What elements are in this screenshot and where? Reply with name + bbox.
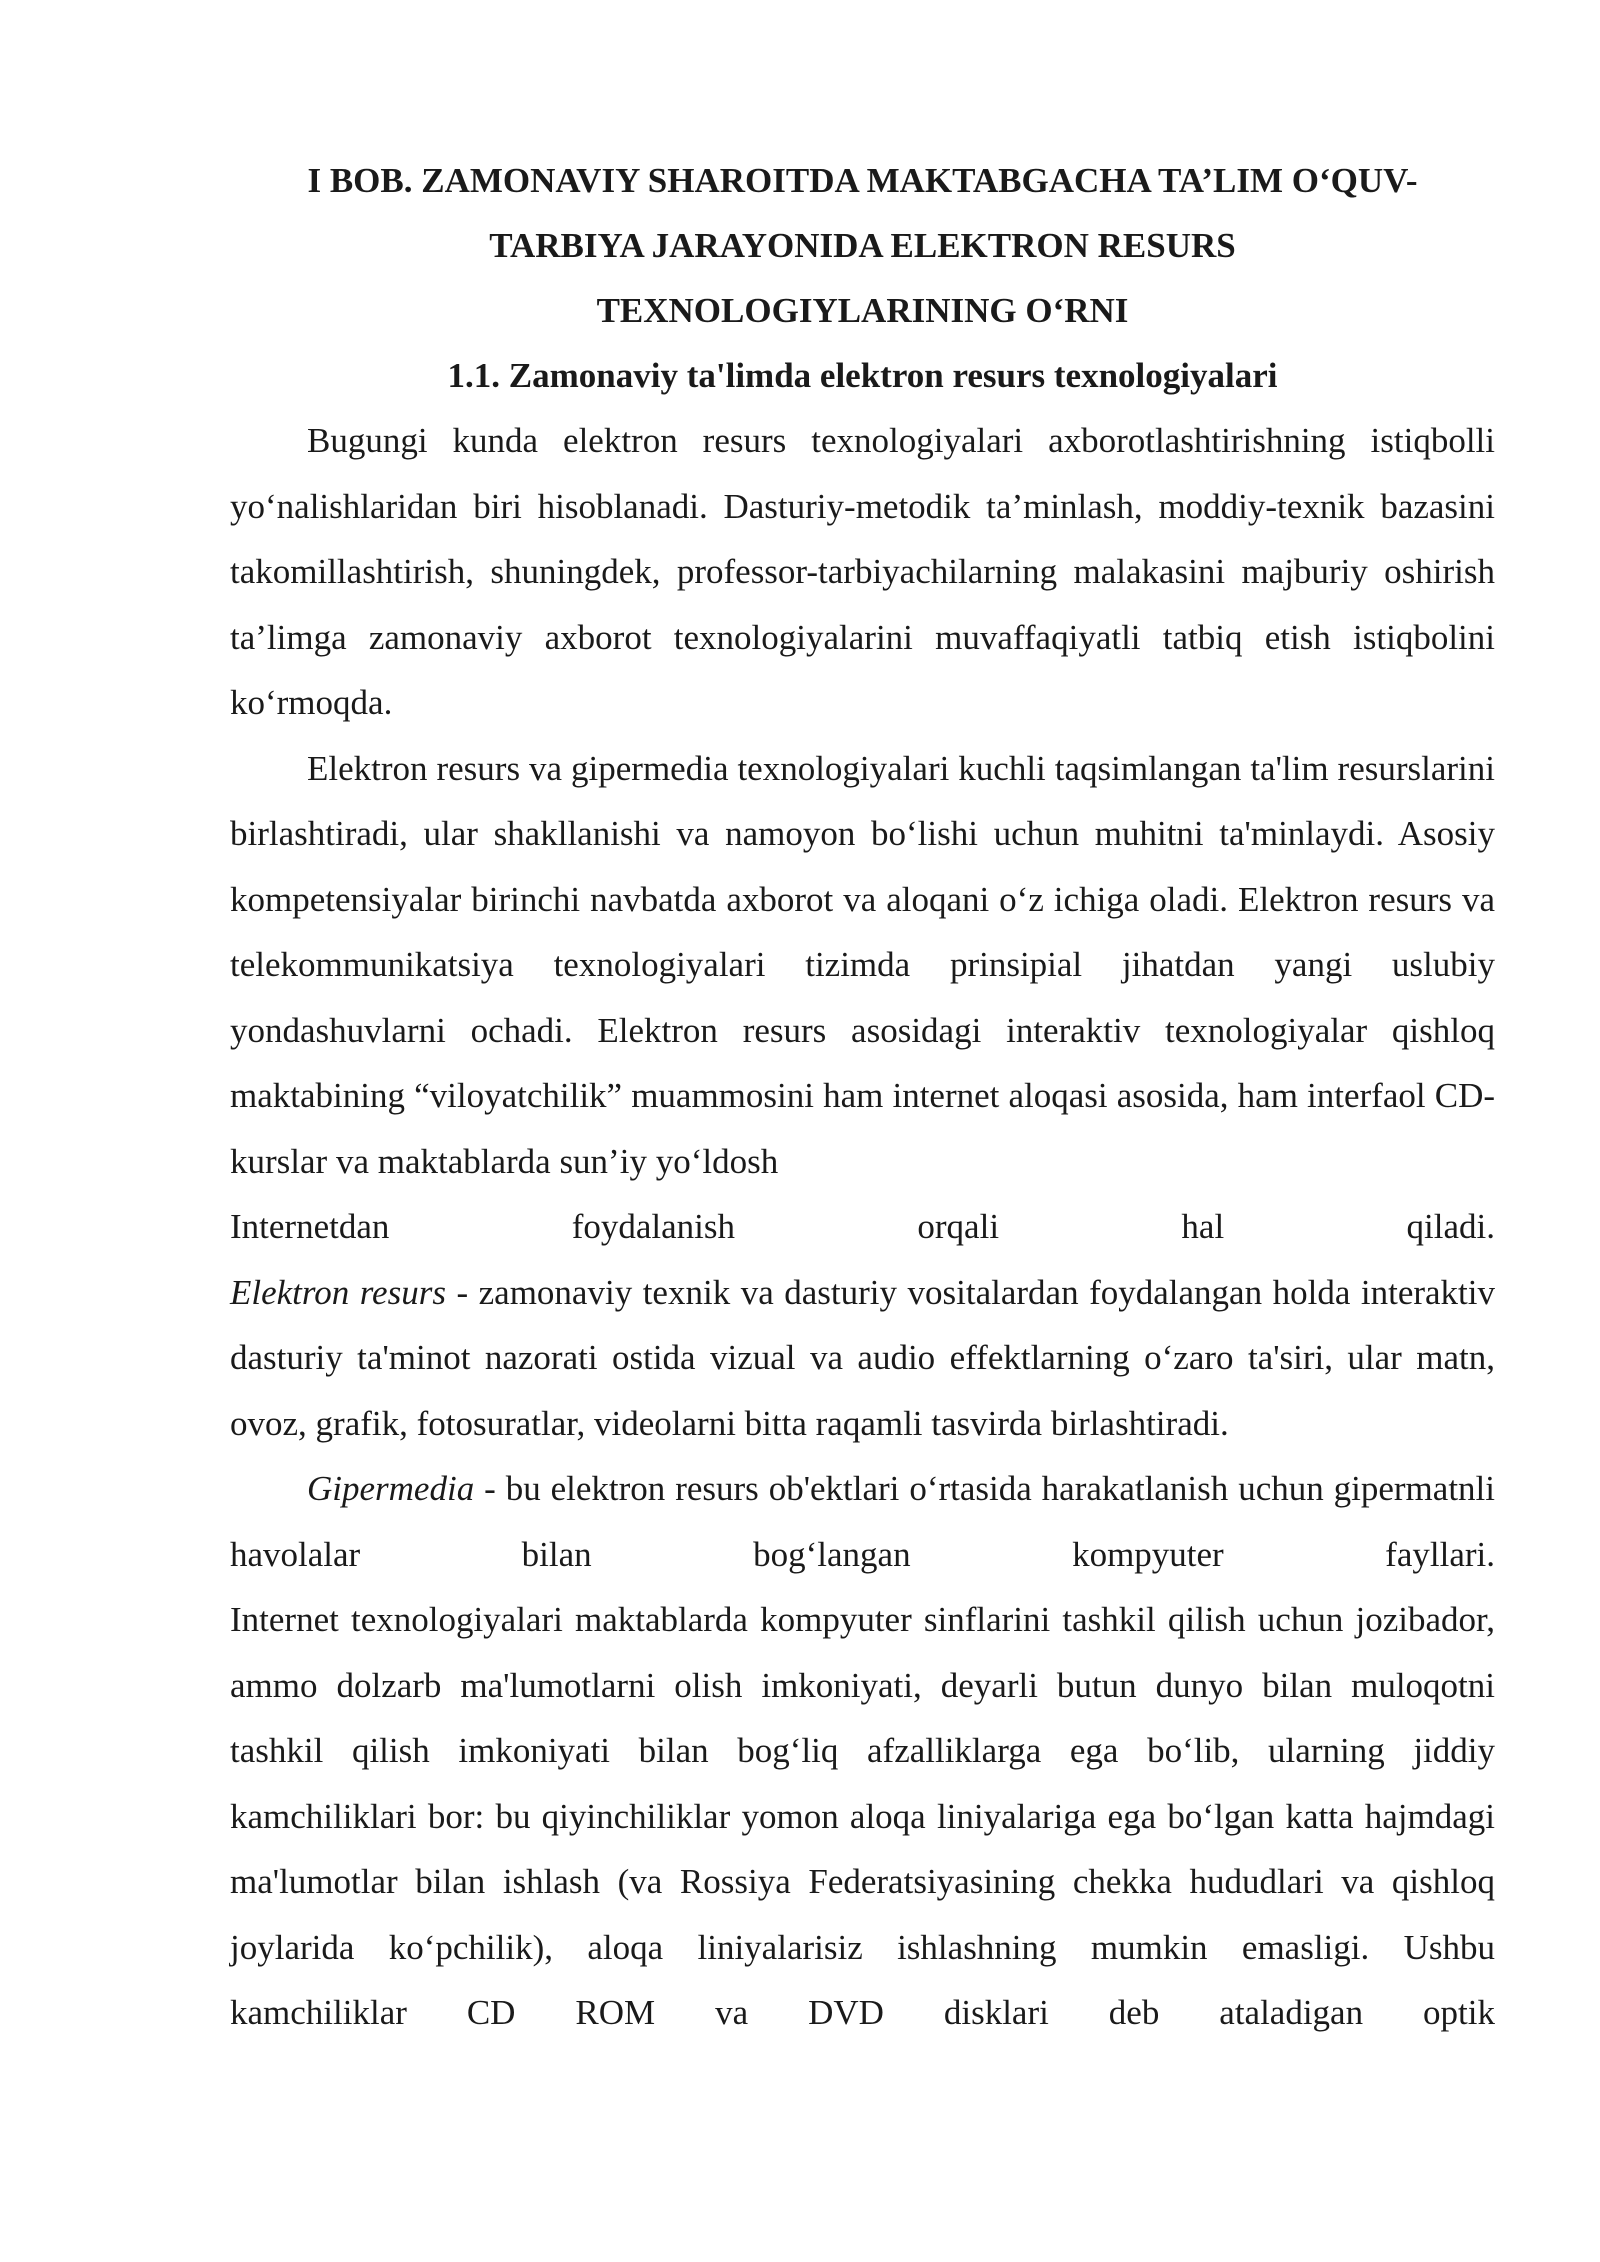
- paragraph-3-body: - zamonaviy texnik va dasturiy vositalardan foydalangan holda interaktiv dasturiy ta'minot nazorati ostida vizual va audio effektlarning o‘zaro ta'siri, ular matn, ovoz, grafik, fotosuratlar, videolarni bitta raqamli tasvirda birlashtiradi.: [230, 1272, 1495, 1443]
- paragraph-2-body: Elektron resurs va gipermedia texnologiyalari kuchli taqsimlangan ta'lim resurslarini birlashtiradi, ular shakllanishi va namoyon bo‘lishi uchun muhitni ta'minlaydi. Asosiy kompetensiyalar birinchi navbatda axborot va aloqani o‘z ichiga oladi. Elektron resurs va telekommunikatsiya texnologiyalari tizimda prinsipial jihatdan yangi uslubiy yondashuvlarni ochadi. Elektron resurs asosidagi interaktiv texnologiyalar qishloq maktabining “viloyatchilik” muammosini ham internet aloqasi asosida, ham interfaol CD-kurslar va maktablarda sun’iy yo‘ldosh: [230, 748, 1495, 1181]
- paragraph-3: [230, 1260, 1495, 1457]
- chapter-title-line-1: I BOB. ZAMONAVIY SHAROITDA MAKTABGACHA TA’LIM O‘QUV-: [307, 161, 1418, 200]
- chapter-title-line-2: TARBIYA JARAYONIDA ELEKTRON RESURS: [489, 226, 1236, 265]
- paragraph-5: Internet texnologiyalari maktablarda kompyuter sinflarini tashkil qilish uchun jozibador, ammo dolzarb ma'lumotlarni olish imkoniyati, deyarli butun dunyo bilan muloqotni tashkil qilish imkoniyati bilan bog‘liq afzalliklarga ega bo‘lib, ularning jiddiy kamchiliklari bor: bu qiyinchiliklar yomon aloqa liniyalariga ega bo‘lgan katta hajmdagi ma'lumotlar bilan ishlash (va Rossiya Federatsiyasining chekka hududlari va qishloq joylarida ko‘pchilik), aloqa liniyalarisiz ishlashning mumkin emasligi. Ushbu kamchiliklar CD ROM va DVD disklari deb ataladigan optik: [230, 1600, 1495, 2032]
- chapter-title-line-3: TEXNOLOGIYLARINING O‘RNI: [596, 291, 1129, 330]
- paragraph-4-body: - bu elektron resurs ob'ektlari o‘rtasida harakatlanish uchun gipermatnli havolalar bilan bog‘langan kompyuter fayllari.: [230, 1469, 1495, 1574]
- document-page: [230, 148, 1495, 2046]
- paragraph-4: [230, 1456, 1495, 1587]
- section-title: 1.1. Zamonaviy ta'limda elektron resurs texnologiyalari: [447, 356, 1278, 395]
- paragraph-2-end-line: Internetdan foydalanish orqali hal qiladi.: [230, 1207, 1495, 1246]
- term-elektron-resurs: Elektron resurs: [230, 1272, 446, 1312]
- paragraph-1: Bugungi kunda elektron resurs texnologiyalari axborotlashtirishning istiqbolli yo‘nalishlaridan biri hisoblanadi. Dasturiy-metodik ta’minlash, moddiy-texnik bazasini takomillashtirish, shuningdek, professor-tarbiyachilarning malakasini majburiy oshirish ta’limga zamonaviy axborot texnologiyalarini muvaffaqiyatli tatbiq etish istiqbolini ko‘rmoqda.: [230, 421, 1495, 722]
- paragraph-2: [230, 736, 1495, 1260]
- chapter-heading: [230, 148, 1495, 343]
- term-gipermedia: Gipermedia: [307, 1469, 475, 1508]
